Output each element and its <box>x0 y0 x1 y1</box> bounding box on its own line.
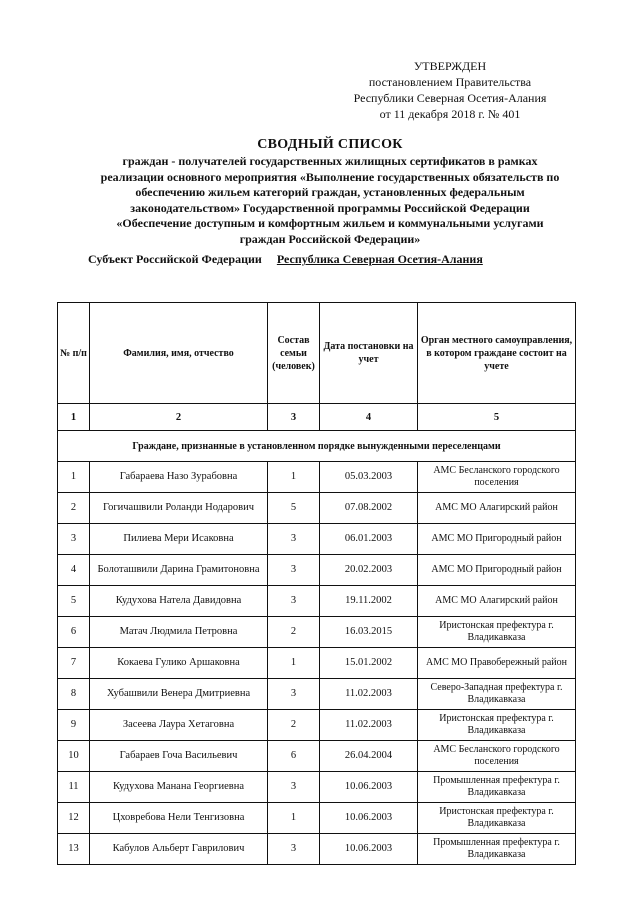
registration-date: 10.06.2003 <box>320 834 418 865</box>
table-row <box>58 493 576 524</box>
header-registration-date: Дата постановки на учет <box>320 303 418 404</box>
row-number: 11 <box>58 772 90 803</box>
row-number: 8 <box>58 679 90 710</box>
row-number: 13 <box>58 834 90 865</box>
column-number: 4 <box>320 404 418 431</box>
subtitle-line: граждан - получателей государственных жилищных сертификатов в рамках <box>122 154 538 168</box>
authority-name: АМС Бесланского городского поселения <box>418 462 576 493</box>
approval-line-4: от 11 декабря 2018 г. № 401 <box>379 107 521 121</box>
citizen-name: Кудухова Натела Давидовна <box>90 586 268 617</box>
row-number: 10 <box>58 741 90 772</box>
authority-name: АМС Бесланского городского поселения <box>418 741 576 772</box>
family-size: 6 <box>268 741 320 772</box>
family-size: 1 <box>268 462 320 493</box>
citizen-name: Гогичашвили Роланди Нодарович <box>90 493 268 524</box>
column-number-row <box>58 404 576 431</box>
section-title: Граждане, признанные в установленном порядке вынужденными переселенцами <box>58 431 576 462</box>
family-size: 1 <box>268 648 320 679</box>
registration-date: 15.01.2002 <box>320 648 418 679</box>
registration-date: 26.04.2004 <box>320 741 418 772</box>
table-row <box>58 741 576 772</box>
table-header-row <box>58 303 576 404</box>
authority-name: Иристонская префектура г. Владикавказа <box>418 710 576 741</box>
authority-name: АМС МО Алагирский район <box>418 586 576 617</box>
row-number: 3 <box>58 524 90 555</box>
approval-line-3: Республики Северная Осетия-Алания <box>353 91 547 105</box>
table-row <box>58 586 576 617</box>
row-number: 4 <box>58 555 90 586</box>
table-row <box>58 834 576 865</box>
subject-value: Республика Северная Осетия-Алания <box>276 252 483 266</box>
subject-line <box>88 252 483 267</box>
row-number: 12 <box>58 803 90 834</box>
registration-date: 11.02.2003 <box>320 679 418 710</box>
table-row <box>58 679 576 710</box>
authority-name: АМС МО Правобережный район <box>418 648 576 679</box>
table-row <box>58 710 576 741</box>
family-size: 3 <box>268 524 320 555</box>
row-number: 9 <box>58 710 90 741</box>
authority-name: Промышленная префектура г. Владикавказа <box>418 834 576 865</box>
registration-date: 07.08.2002 <box>320 493 418 524</box>
family-size: 3 <box>268 679 320 710</box>
citizen-name: Кокаева Гулико Аршаковна <box>90 648 268 679</box>
family-size: 5 <box>268 493 320 524</box>
family-size: 3 <box>268 772 320 803</box>
family-size: 3 <box>268 586 320 617</box>
authority-name: АМС МО Алагирский район <box>418 493 576 524</box>
row-number: 2 <box>58 493 90 524</box>
row-number: 5 <box>58 586 90 617</box>
family-size: 3 <box>268 555 320 586</box>
document-title: СВОДНЫЙ СПИСОК <box>257 137 403 152</box>
approval-stamp <box>330 58 570 122</box>
registration-date: 05.03.2003 <box>320 462 418 493</box>
registration-date: 16.03.2015 <box>320 617 418 648</box>
registration-date: 19.11.2002 <box>320 586 418 617</box>
section-row <box>58 431 576 462</box>
authority-name: Иристонская префектура г. Владикавказа <box>418 803 576 834</box>
registration-date: 20.02.2003 <box>320 555 418 586</box>
citizen-name: Кабулов Альберт Гаврилович <box>90 834 268 865</box>
family-size: 2 <box>268 710 320 741</box>
registration-date: 11.02.2003 <box>320 710 418 741</box>
subtitle-line: обеспечению жильем категорий граждан, установленных федеральным <box>135 185 525 199</box>
table-row <box>58 648 576 679</box>
family-size: 3 <box>268 834 320 865</box>
table-row <box>58 555 576 586</box>
table-row <box>58 772 576 803</box>
subject-label: Субъект Российской Федерации <box>88 252 262 266</box>
table-row <box>58 803 576 834</box>
family-size: 1 <box>268 803 320 834</box>
document-subtitle <box>40 154 620 247</box>
column-number: 3 <box>268 404 320 431</box>
citizen-name: Болоташвили Дарина Грамитоновна <box>90 555 268 586</box>
authority-name: АМС МО Пригородный район <box>418 555 576 586</box>
header-authority: Орган местного самоуправления, в котором граждане состоит на учете <box>418 303 576 404</box>
table-row <box>58 617 576 648</box>
authority-name: АМС МО Пригородный район <box>418 524 576 555</box>
citizen-name: Пилиева Мери Исаковна <box>90 524 268 555</box>
recipients-table <box>57 302 576 865</box>
citizen-name: Хубашвили Венера Дмитриевна <box>90 679 268 710</box>
family-size: 2 <box>268 617 320 648</box>
authority-name: Промышленная префектура г. Владикавказа <box>418 772 576 803</box>
subtitle-line: «Обеспечение доступным и комфортным жильем и коммунальными услугами <box>116 216 544 230</box>
registration-date: 10.06.2003 <box>320 803 418 834</box>
approval-line-2: постановлением Правительства <box>368 75 532 89</box>
approval-line-1: УТВЕРЖДЕН <box>413 59 487 73</box>
header-family-size: Состав семьи (человек) <box>268 303 320 404</box>
citizen-name: Габараева Назо Зурабовна <box>90 462 268 493</box>
citizen-name: Засеева Лаура Хетаговна <box>90 710 268 741</box>
citizen-name: Матач Людмила Петровна <box>90 617 268 648</box>
registration-date: 10.06.2003 <box>320 772 418 803</box>
registration-date: 06.01.2003 <box>320 524 418 555</box>
subtitle-line: граждан Российской Федерации» <box>239 231 421 246</box>
authority-name: Северо-Западная префектура г. Владикавказа <box>418 679 576 710</box>
column-number: 5 <box>418 404 576 431</box>
row-number: 1 <box>58 462 90 493</box>
header-number: № п/п <box>58 303 90 404</box>
row-number: 6 <box>58 617 90 648</box>
citizen-name: Кудухова Манана Георгиевна <box>90 772 268 803</box>
citizen-name: Цховребова Нели Тенгизовна <box>90 803 268 834</box>
header-name: Фамилия, имя, отчество <box>90 303 268 404</box>
column-number: 2 <box>90 404 268 431</box>
table-row <box>58 524 576 555</box>
document-title-block <box>40 136 620 247</box>
table-row <box>58 462 576 493</box>
row-number: 7 <box>58 648 90 679</box>
subtitle-line: законодательством» Государственной программы Российской Федерации <box>130 200 530 215</box>
citizen-name: Габараев Гоча Васильевич <box>90 741 268 772</box>
authority-name: Иристонская префектура г. Владикавказа <box>418 617 576 648</box>
column-number: 1 <box>58 404 90 431</box>
subtitle-line: реализации основного мероприятия «Выполнение государственных обязательств по <box>100 169 560 184</box>
